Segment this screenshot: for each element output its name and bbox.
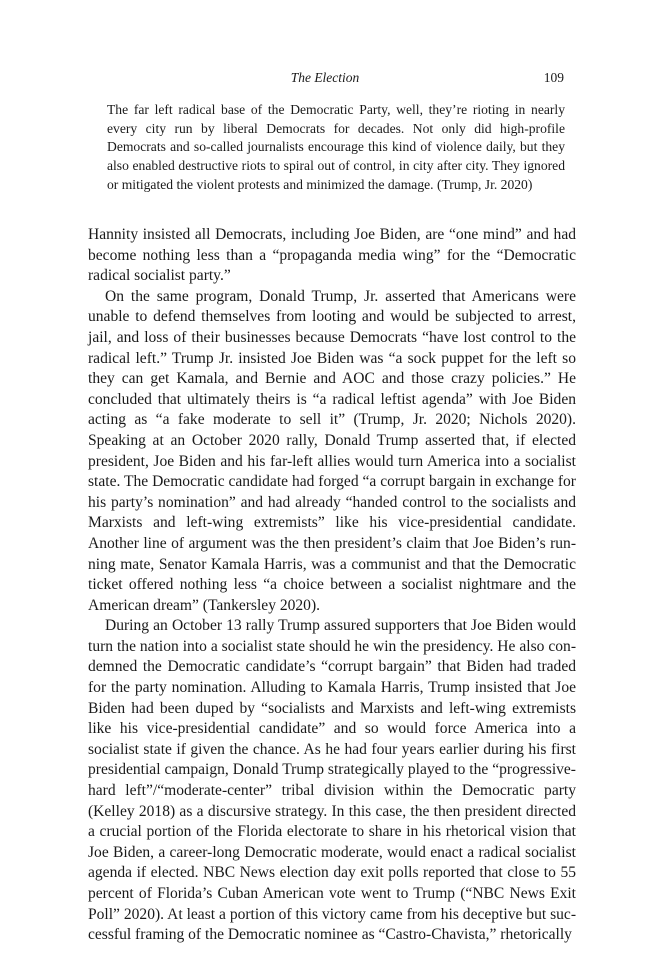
paragraph-3: During an October 13 rally Trump assured supporters that Joe Biden would turn the nation into a socialist state should he win the presidency. He also condemned the Democratic candidate’s “corrupt bargain” that Biden had traded for the party nomination. Alluding to Kamala Harris, Trump insisted that Joe Biden had been duped by “socialists and Marxists and left-wing extremists like his vice-presidential candidate” and so would force America into a socialist state if given the chance. As he had four years earlier during his first presidential campaign, Donald Trump strategically played to the “progressive-hard left”/“moderate-center” tribal division within the Democratic party (Kelley 2018) as a discursive strategy. In this case, the then president directed a crucial portion of the Florida electorate to share in his rhetorical vision that Joe Biden, a career-long Democratic moderate, would enact a radical socialist agenda if elected. NBC News election day exit polls reported that close to 55 percent of Florida’s Cuban American vote went to Trump (“NBC News Exit Poll” 2020). At least a portion of this victory came from his deceptive but successful framing of the Democratic nominee as “Castro-Chavista,” rhetorically (88, 617, 576, 944)
paragraph-1: Hannity insisted all Democrats, including Joe Biden, are “one mind” and had become nothing less than a “propaganda media wing” for the “Democratic radical socialist party.” (88, 226, 576, 285)
paragraph-2: On the same program, Donald Trump, Jr. asserted that Americans were unable to defend themselves from looting and would be subjected to arrest, jail, and loss of their businesses because Democrats “have lost control to the radical left.” Trump Jr. insisted Joe Biden was “a sock puppet for the left so they can get Kamala, and Bernie and AOC and those crazy policies.” He concluded that ultimately theirs is “a radical leftist agenda” with Joe Biden acting as “a fake moderate to sell it” (Trump, Jr. 2020; Nichols 2020). Speaking at an October 2020 rally, Donald Trump asserted that, if elected president, Joe Biden and his far-left allies would turn America into a socialist state. The Democratic candidate had forged “a corrupt bargain in exchange for his party’s nomination” and had already “handed control to the socialists and Marxists and left-wing extremists” like his vice-presidential candidate. Another line of argument was the then president’s claim that Joe Biden’s running mate, Senator Kamala Harris, was a communist and that the Democratic ticket offered nothing less “a choice between a socialist nightmare and the American dream” (Tankersley 2020). (88, 287, 576, 614)
block-quote-text: The far left radical base of the Democratic Party, well, they’re rioting in nearly every city run by liberal Democrats for decades. Not only did high-profile Democrats and so-called journalists encourage this kind of violence daily, but they also enabled destructive riots to spiral out of control, in city after city. They ignored or mitigated the violent protests and minimized the damage. (Trump, Jr. 2020) (107, 102, 565, 192)
chapter-title: The Election (290, 70, 360, 85)
running-head (0, 70, 650, 88)
page-number: 109 (543, 70, 564, 85)
block-quote (107, 101, 565, 195)
body-text (88, 225, 576, 946)
